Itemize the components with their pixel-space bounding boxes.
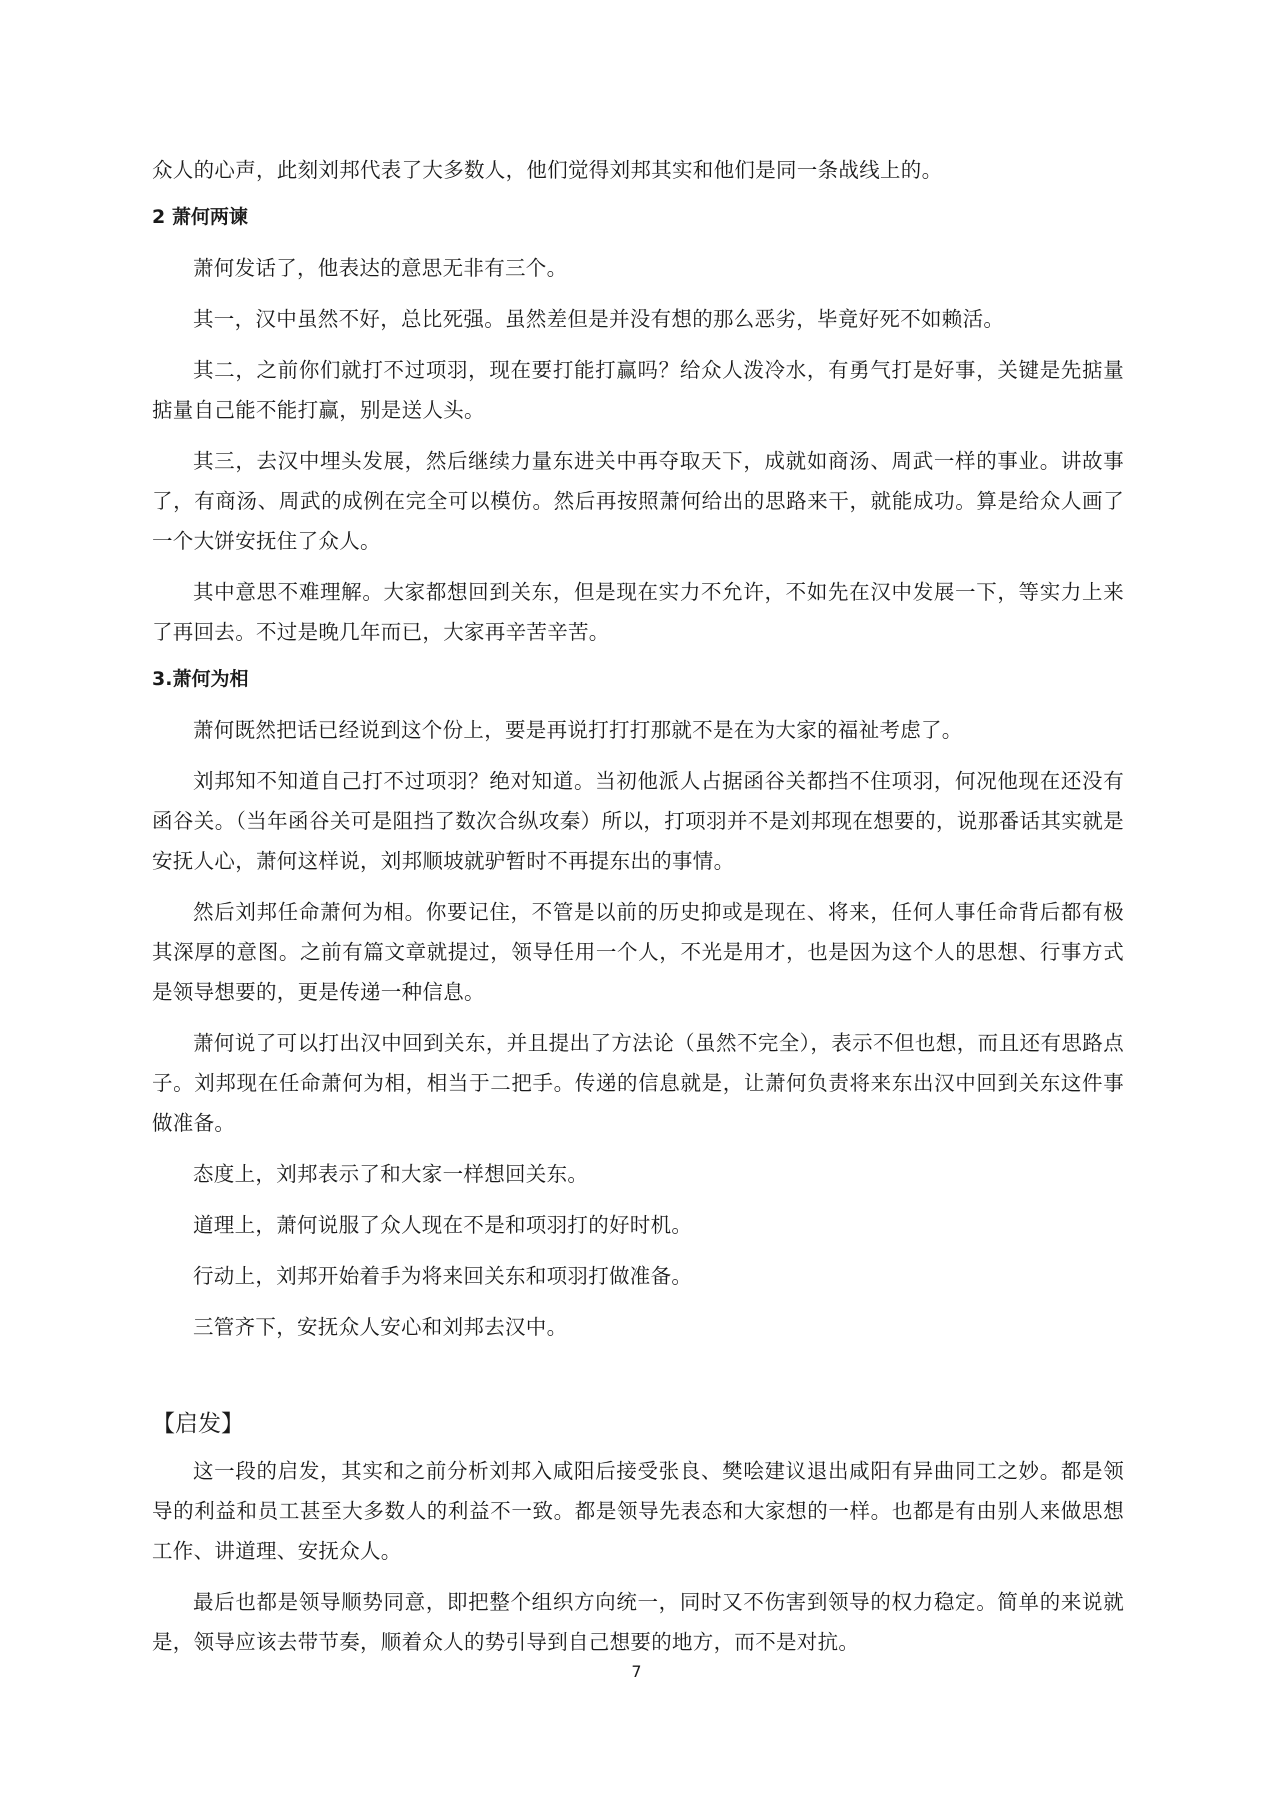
paragraph: 其二，之前你们就打不过项羽，现在要打能打赢吗？给众人泼冷水，有勇气打是好事，关键是先掂量掂量自己能不能打赢，别是送人头。 <box>152 358 1124 422</box>
paragraph: 然后刘邦任命萧何为相。你要记住，不管是以前的历史抑或是现在、将来，任何人事任命背后都有极其深厚的意图。之前有篇文章就提过，领导任用一个人，不光是用才，也是因为这个人的思想、行事方式是领导想要的，更是传递一种信息。 <box>152 900 1124 1004</box>
paragraph: 三管齐下，安抚众人安心和刘邦去汉中。 <box>193 1315 568 1339</box>
paragraph: 萧何既然把话已经说到这个份上，要是再说打打打那就不是在为大家的福祉考虑了。 <box>193 718 963 742</box>
paragraph: 态度上，刘邦表示了和大家一样想回关东。 <box>193 1162 589 1186</box>
paragraph-continuation: 众人的心声，此刻刘邦代表了大多数人，他们觉得刘邦其实和他们是同一条战线上的。 <box>152 158 943 182</box>
paragraph: 道理上，萧何说服了众人现在不是和项羽打的好时机。 <box>193 1213 693 1237</box>
paragraph: 其中意思不难理解。大家都想回到关东，但是现在实力不允许，不如先在汉中发展一下，等实力上来了再回去。不过是晚几年而已，大家再辛苦辛苦。 <box>152 580 1124 644</box>
paragraph: 其一，汉中虽然不好，总比死强。虽然差但是并没有想的那么恶劣，毕竟好死不如赖活。 <box>193 307 1005 331</box>
paragraph: 萧何发话了，他表达的意思无非有三个。 <box>193 256 568 280</box>
paragraph: 行动上，刘邦开始着手为将来回关东和项羽打做准备。 <box>193 1264 693 1288</box>
paragraph: 最后也都是领导顺势同意，即把整个组织方向统一，同时又不伤害到领导的权力稳定。简单的来说就是，领导应该去带节奏，顺着众人的势引导到自己想要的地方，而不是对抗。 <box>152 1590 1124 1654</box>
insight-heading: 【启发】 <box>152 1411 244 1437</box>
document-page <box>152 150 1124 1673</box>
section-heading-2: 2 萧何两谏 <box>152 206 248 228</box>
paragraph: 这一段的启发，其实和之前分析刘邦入咸阳后接受张良、樊哙建议退出咸阳有异曲同工之妙。都是领导的利益和员工甚至大多数人的利益不一致。都是领导先表态和大家想的一样。也都是有由别人来做思想工作、讲道理、安抚众人。 <box>152 1459 1124 1563</box>
paragraph: 萧何说了可以打出汉中回到关东，并且提出了方法论（虽然不完全），表示不但也想，而且还有思路点子。刘邦现在任命萧何为相，相当于二把手。传递的信息就是，让萧何负责将来东出汉中回到关东这件事做准备。 <box>152 1031 1124 1135</box>
paragraph: 其三，去汉中埋头发展，然后继续力量东进关中再夺取天下，成就如商汤、周武一样的事业。讲故事了，有商汤、周武的成例在完全可以模仿。然后再按照萧何给出的思路来干，就能成功。算是给众人画了一个大饼安抚住了众人。 <box>152 449 1124 553</box>
paragraph: 刘邦知不知道自己打不过项羽？绝对知道。当初他派人占据函谷关都挡不住项羽，何况他现在还没有函谷关。（当年函谷关可是阻挡了数次合纵攻秦）所以，打项羽并不是刘邦现在想要的，说那番话其实就是安抚人心，萧何这样说，刘邦顺坡就驴暂时不再提东出的事情。 <box>152 769 1124 873</box>
page-number: 7 <box>631 1662 642 1681</box>
section-heading-3: 3.萧何为相 <box>152 668 249 690</box>
